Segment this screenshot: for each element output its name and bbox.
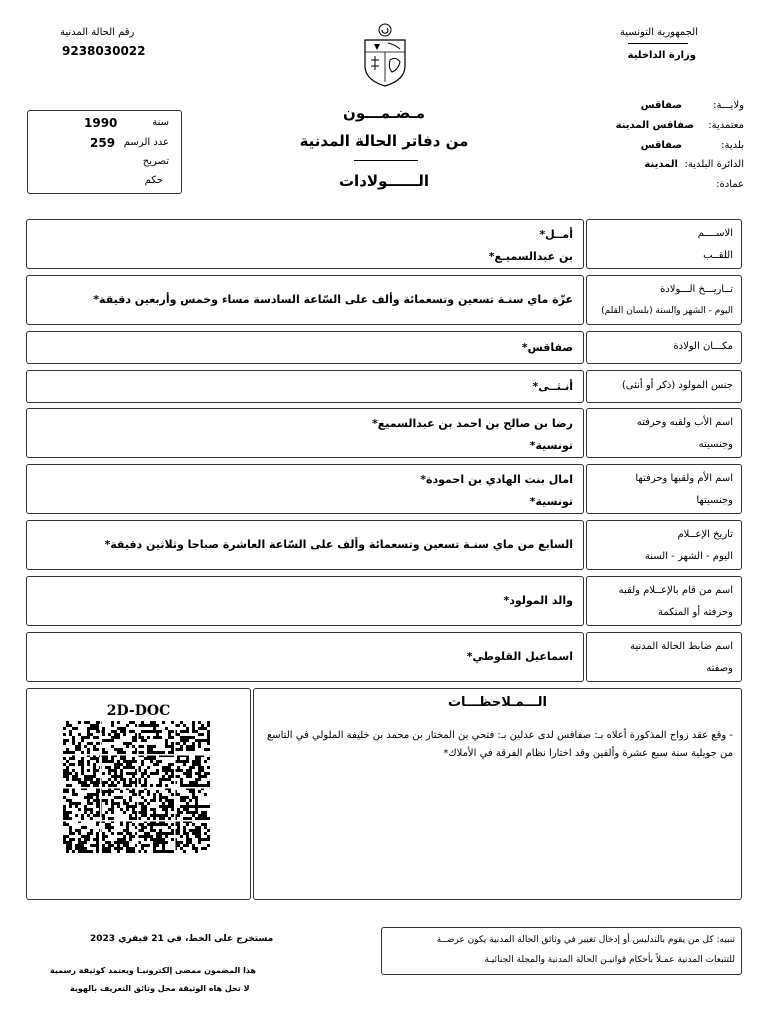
declaration-date-label: تاريخ الإعــلام	[677, 529, 733, 540]
value-box-birth-place	[26, 331, 584, 364]
declarant-label: اسم من قام بالإعــلام ولقبه	[618, 585, 733, 596]
municipality-label: بلدية:	[721, 140, 744, 151]
first-name-value: أمــل*	[539, 228, 573, 241]
declarant-value: والد المولود*	[503, 594, 573, 607]
notes-title: الـــمـلاحظـــات	[447, 695, 547, 710]
year-label: سنة	[152, 117, 169, 128]
officer-sublabel: وصفته	[706, 663, 733, 674]
value-box-birth-date	[26, 275, 584, 325]
father-nationality-value: تونسية*	[529, 439, 573, 452]
mother-nationality-value: تونسية*	[529, 495, 573, 508]
birth-date-value: عزّة ماي سنـة تسعين وتسعمائة وألف على السّاعة السادسة مساء وخمس وأربعين دقيقة*	[93, 293, 573, 306]
father-name-value: رضا بن صالح بن احمد بن عبدالسميع*	[372, 417, 573, 430]
judgment-label: حكم	[144, 175, 163, 186]
warning-box	[381, 927, 742, 975]
surname-value: بن عبدالسميـع*	[488, 250, 573, 263]
civil-number-label: رقم الحالة المدنية	[60, 27, 135, 38]
extract-label: مستخرج على الخط، في	[166, 934, 274, 944]
imada-label: عمادة:	[716, 179, 744, 190]
tunisia-emblem-icon	[360, 22, 410, 88]
record-number-label: عدد الرسم	[123, 137, 169, 148]
value-box-name	[26, 219, 584, 269]
qr-box	[26, 688, 251, 900]
extract-date: 21 فيفري 2023	[90, 934, 164, 944]
warning-line1: تنبيه: كل من يقوم بالتدليس أو إدخال تغيير في وثائق الحالة المدنية يكون عرضــة	[436, 935, 735, 945]
label-box-name	[586, 219, 742, 269]
ministry-name: وزارة الداخلية	[627, 50, 696, 61]
label-box-birth-date	[586, 275, 742, 325]
district-label: الدائرة البلدية:	[684, 159, 744, 170]
birth-date-sublabel: اليوم - الشهر والسنة (بلسان القلم)	[601, 306, 733, 316]
delegation-label: معتمدية:	[708, 120, 744, 131]
municipality-value: صفاقس	[640, 140, 682, 151]
birth-date-label: تــاريـــخ الـــولادة	[660, 284, 733, 295]
value-box-mother	[26, 464, 584, 514]
title-divider	[354, 160, 418, 161]
birth-place-value: صفاقس*	[521, 341, 573, 354]
declaration-label: تصريح	[142, 156, 169, 167]
father-nationality-label: وجنسيته	[698, 439, 733, 450]
label-box-mother	[586, 464, 742, 514]
birth-place-label: مكـــان الولادة	[673, 341, 733, 352]
wilaya-value: صفاقس	[640, 100, 682, 111]
label-box-birth-place	[586, 331, 742, 364]
republic-name: الجمهورية التونسية	[619, 27, 698, 38]
officer-label: اسم ضابط الحالة المدنية	[630, 641, 733, 652]
label-box-father	[586, 408, 742, 458]
declaration-date-sublabel: اليوم - الشهر - السنة	[644, 551, 733, 562]
wilaya-label: ولايـــة:	[713, 100, 744, 111]
surname-label: اللقــب	[703, 250, 733, 261]
father-label: اسم الأب ولقبه وحرفته	[636, 417, 733, 428]
mother-nationality-label: وجنسيتها	[696, 495, 733, 506]
doc-title-line3: الــــــولادات	[338, 172, 430, 190]
label-box-declarant	[586, 576, 742, 626]
first-name-label: الاســــم	[697, 228, 733, 239]
declarant-sublabel: وحرفته أو المتكمة	[658, 607, 733, 618]
value-box-declaration-date	[26, 520, 584, 570]
officer-value: اسماعيل القلوطي*	[466, 650, 573, 663]
label-box-declaration-date	[586, 520, 742, 570]
declaration-date-value: السابع من ماي سنـة تسعين وتسعمائة وألف على السّاعة العاشرة صباحا وثلاثين دقيقة*	[104, 538, 573, 551]
mother-label: اسم الأم ولقبها وحرفتها	[635, 473, 733, 484]
qr-code-icon	[63, 721, 211, 855]
qr-label: 2D-DOC	[106, 703, 171, 719]
gender-value: أنـثــى*	[532, 380, 573, 393]
electronic-signature-note: هذا المضمون ممضى إلكترونيـا ويعتمد كوثيقة رسمية	[50, 966, 256, 975]
extract-line	[90, 934, 273, 944]
notes-box	[253, 688, 742, 900]
label-box-officer	[586, 632, 742, 682]
doc-title-line2: من دفاتر الحالة المدنية	[299, 132, 469, 150]
notes-text: - وقع عقد زواج المذكورة أعلاه بـ: صفاقس لدى عدلين بـ: فتحي بن المختار بن محمد بن خليفة الملولي في التاسع من جويلية سنة سبع عشرة وألفين وقد اختارا نظام الفرقة في الأملاك*	[266, 730, 733, 759]
warning-line2: للتتبعات المدنية عمـلاً بأحكام قوانيـن الحالة المدنية والمجلة الجنائيـة	[484, 955, 735, 965]
delegation-value: صفاقس المدينة	[615, 120, 694, 131]
civil-number: 9238030022	[62, 44, 146, 58]
label-box-gender	[586, 370, 742, 403]
header-divider	[628, 43, 688, 44]
year-value: 1990	[84, 116, 118, 130]
doc-title-line1: مـضـمـــون	[343, 104, 425, 122]
gender-label: جنس المولود (ذكر أو أنثى)	[621, 380, 733, 391]
value-box-declarant	[26, 576, 584, 626]
value-box-father	[26, 408, 584, 458]
district-value: المدينة	[644, 159, 678, 170]
mother-name-value: امال بنت الهادي بن احمودة*	[420, 473, 573, 486]
value-box-gender	[26, 370, 584, 403]
register-box	[27, 110, 182, 194]
record-number-value: 259	[90, 136, 116, 150]
value-box-officer	[26, 632, 584, 682]
id-replacement-note: لا تحل هاه الوثيقة محل وثائق التعريف بالهوية	[70, 984, 250, 993]
